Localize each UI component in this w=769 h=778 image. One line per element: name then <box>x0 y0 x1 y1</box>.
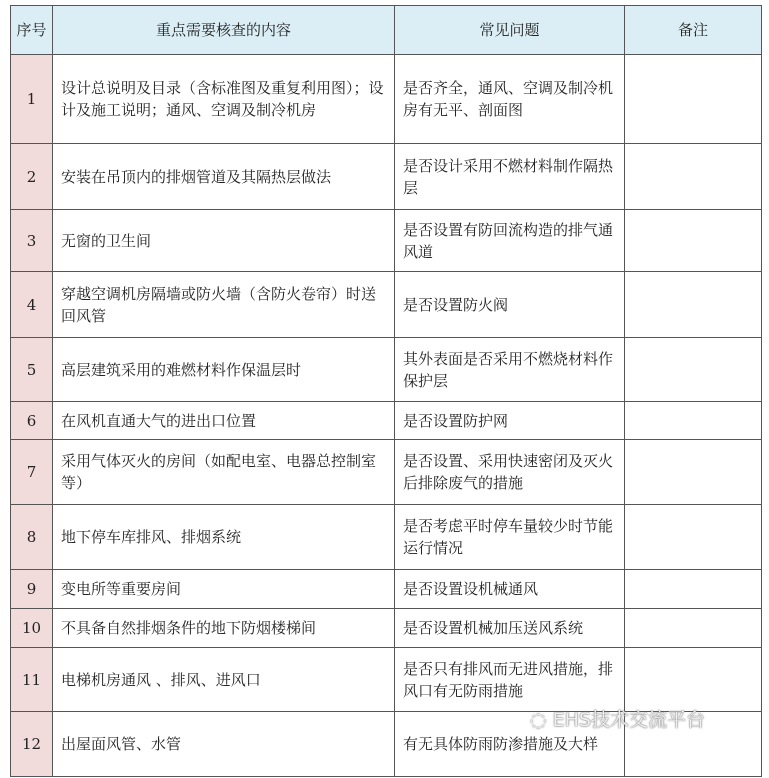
row-number: 11 <box>11 648 53 712</box>
row-content: 采用气体灭火的房间（如配电室、电器总控制室等） <box>53 440 395 505</box>
row-number: 5 <box>11 338 53 402</box>
row-issue: 是否只有排风而无进风措施，排风口有无防雨措施 <box>395 648 625 712</box>
table-row <box>11 648 762 712</box>
header-no: 序号 <box>11 6 53 55</box>
row-number: 6 <box>11 402 53 440</box>
row-number: 4 <box>11 272 53 338</box>
row-note <box>625 648 762 712</box>
row-number: 9 <box>11 570 53 609</box>
watermark: ◌ EHS技术交流平台 <box>530 709 705 731</box>
row-number: 1 <box>11 55 53 144</box>
table-row <box>11 272 762 338</box>
row-issue: 有无具体防雨防渗措施及大样 <box>395 712 625 777</box>
header-content: 重点需要核查的内容 <box>53 6 395 55</box>
table-row <box>11 609 762 648</box>
row-number: 2 <box>11 144 53 210</box>
row-number: 8 <box>11 505 53 570</box>
row-note <box>625 338 762 402</box>
row-content: 高层建筑采用的难燃材料作保温层时 <box>53 338 395 402</box>
row-note <box>625 144 762 210</box>
row-note <box>625 505 762 570</box>
row-issue: 是否设置有防回流构造的排气通风道 <box>395 210 625 272</box>
table-row <box>11 505 762 570</box>
row-issue: 是否设置防火阀 <box>395 272 625 338</box>
row-issue: 是否设置防护网 <box>395 402 625 440</box>
table-row <box>11 570 762 609</box>
table-row <box>11 402 762 440</box>
row-issue: 是否设计采用不燃材料制作隔热层 <box>395 144 625 210</box>
row-content: 无窗的卫生间 <box>53 210 395 272</box>
row-number: 7 <box>11 440 53 505</box>
row-note <box>625 55 762 144</box>
row-issue: 是否设置机械加压送风系统 <box>395 609 625 648</box>
row-issue: 是否考虑平时停车量较少时节能运行情况 <box>395 505 625 570</box>
row-content: 安装在吊顶内的排烟管道及其隔热层做法 <box>53 144 395 210</box>
table-row <box>11 338 762 402</box>
table-row <box>11 144 762 210</box>
header-row <box>11 6 762 55</box>
wechat-icon: ◌ <box>530 709 553 731</box>
row-number: 3 <box>11 210 53 272</box>
row-number: 10 <box>11 609 53 648</box>
header-issue: 常见问题 <box>395 6 625 55</box>
header-note: 备注 <box>625 6 762 55</box>
row-content: 不具备自然排烟条件的地下防烟楼梯间 <box>53 609 395 648</box>
review-table <box>10 5 762 777</box>
row-content: 在风机直通大气的进出口位置 <box>53 402 395 440</box>
row-content: 变电所等重要房间 <box>53 570 395 609</box>
row-note <box>625 210 762 272</box>
row-content: 地下停车库排风、排烟系统 <box>53 505 395 570</box>
table-row <box>11 440 762 505</box>
row-content: 穿越空调机房隔墙或防火墙（含防火卷帘）时送回风管 <box>53 272 395 338</box>
row-note <box>625 609 762 648</box>
row-issue: 是否设置设机械通风 <box>395 570 625 609</box>
row-issue: 其外表面是否采用不燃烧材料作保护层 <box>395 338 625 402</box>
row-content: 设计总说明及目录（含标准图及重复利用图）；设计及施工说明；通风、空调及制冷机房 <box>53 55 395 144</box>
row-note <box>625 440 762 505</box>
row-note <box>625 272 762 338</box>
table-row <box>11 210 762 272</box>
row-note <box>625 570 762 609</box>
table-row <box>11 55 762 144</box>
row-note <box>625 402 762 440</box>
row-issue: 是否设置、采用快速密闭及灭火后排除废气的措施 <box>395 440 625 505</box>
row-issue: 是否齐全，通风、空调及制冷机房有无平、剖面图 <box>395 55 625 144</box>
row-number: 12 <box>11 712 53 777</box>
row-content: 出屋面风管、水管 <box>53 712 395 777</box>
row-content: 电梯机房通风 、排风、进风口 <box>53 648 395 712</box>
